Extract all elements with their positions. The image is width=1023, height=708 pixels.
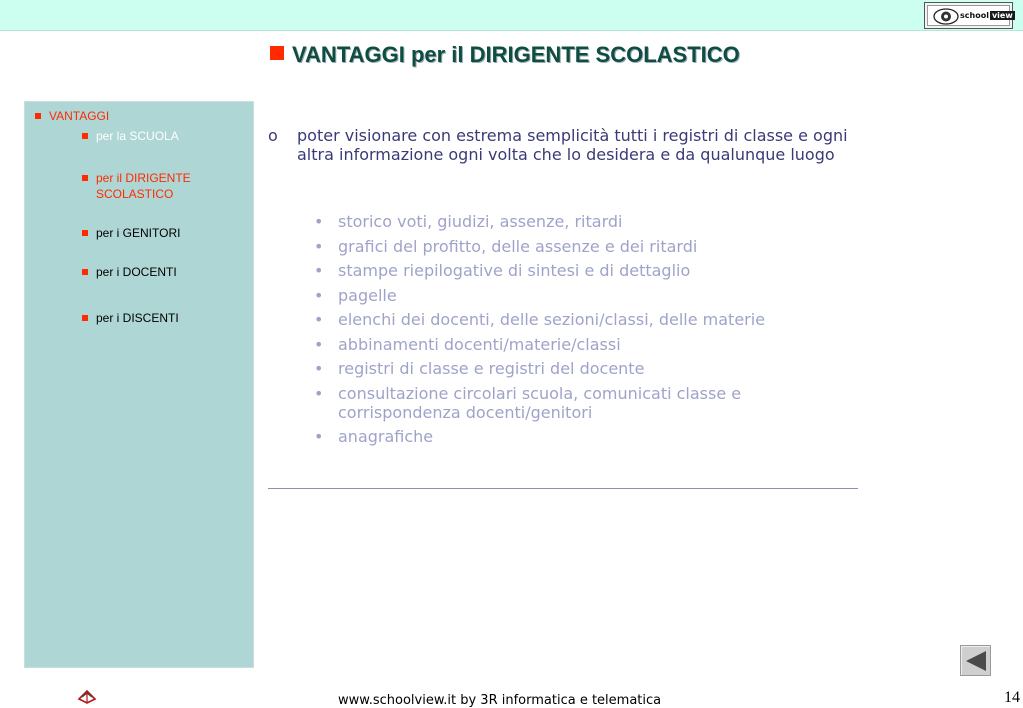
back-button[interactable] [960, 645, 991, 676]
feature-list [314, 212, 834, 452]
list-item [314, 384, 834, 422]
bullet-icon: • [314, 427, 324, 446]
page-title [270, 42, 740, 68]
list-item-text: consultazione circolari scuola, comunicati classe e corrispondenza docenti/genitori [338, 383, 742, 422]
page-number: 14 [1004, 689, 1020, 706]
sidebar-item-label: per il DIRIGENTE SCOLASTICO [96, 171, 191, 201]
bullet-icon: • [314, 359, 324, 378]
list-item [314, 359, 834, 378]
title-bullet-icon [270, 46, 284, 60]
schoolview-logo[interactable] [924, 2, 1013, 29]
page-title-text: VANTAGGI per il DIRIGENTE SCOLASTICO [292, 42, 740, 67]
list-item-text: pagelle [338, 285, 397, 305]
footer-text: www.schoolview.it by 3R informatica e telematica [338, 693, 662, 708]
list-item [314, 335, 834, 354]
logo-text-accent: view [991, 11, 1013, 20]
divider [268, 488, 858, 489]
sidebar-item-label: per i DOCENTI [96, 265, 177, 279]
list-item [314, 212, 834, 231]
list-item [314, 261, 834, 280]
bullet-icon: • [314, 236, 324, 256]
sidebar-item-discenti[interactable] [82, 310, 179, 326]
triangle-left-icon [964, 650, 988, 672]
logo-text-main: school [960, 11, 989, 20]
square-bullet-icon [82, 269, 88, 275]
sidebar [24, 101, 254, 668]
bullet-icon: • [314, 334, 324, 354]
list-item-text: registri di classe e registri del docente [338, 359, 645, 378]
sidebar-item-dirigente[interactable] [82, 170, 232, 202]
logo-frame [927, 5, 1013, 26]
eye-icon [933, 8, 959, 25]
bullet-icon: • [314, 212, 324, 231]
square-bullet-icon [82, 315, 88, 321]
list-item-text: stampe riepilogative di sintesi e di dettaglio [338, 261, 691, 280]
bullet-icon: • [314, 310, 324, 329]
3r-logo-icon [76, 687, 98, 705]
sidebar-item-label: per la SCUOLA [96, 129, 179, 143]
bullet-icon: • [314, 383, 324, 403]
list-item [314, 310, 834, 329]
sidebar-item-genitori[interactable] [82, 225, 180, 241]
sidebar-item-label: per i DISCENTI [96, 311, 179, 325]
list-item-text: abbinamenti docenti/materie/classi [338, 334, 621, 354]
sidebar-item-scuola[interactable] [82, 128, 179, 144]
square-bullet-icon [82, 175, 88, 181]
bullet-icon: • [314, 261, 324, 280]
sidebar-item-vantaggi[interactable] [35, 108, 109, 124]
square-bullet-icon [35, 113, 41, 119]
main-point-text: poter visionare con estrema semplicità tutti i registri di classe e ogni altra informazione ogni volta che lo desidera e da qualunque luogo [297, 126, 848, 164]
circle-bullet-icon: o [268, 126, 278, 145]
list-item [314, 286, 834, 305]
list-item-text: storico voti, giudizi, assenze, ritardi [338, 212, 623, 231]
square-bullet-icon [82, 230, 88, 236]
sidebar-item-docenti[interactable] [82, 264, 177, 280]
list-item [314, 427, 834, 446]
list-item-text: grafici del profitto, delle assenze e dei ritardi [338, 236, 698, 256]
top-band [0, 0, 1023, 31]
sidebar-item-label: per i GENITORI [96, 226, 181, 240]
bullet-icon: • [314, 285, 324, 305]
square-bullet-icon [82, 133, 88, 139]
sidebar-item-label: VANTAGGI [49, 109, 110, 123]
logo-text [960, 11, 1015, 20]
list-item [314, 237, 834, 256]
list-item-text: elenchi dei docenti, delle sezioni/classi, delle materie [338, 310, 766, 329]
main-point [268, 126, 868, 164]
list-item-text: anagrafiche [338, 427, 434, 446]
